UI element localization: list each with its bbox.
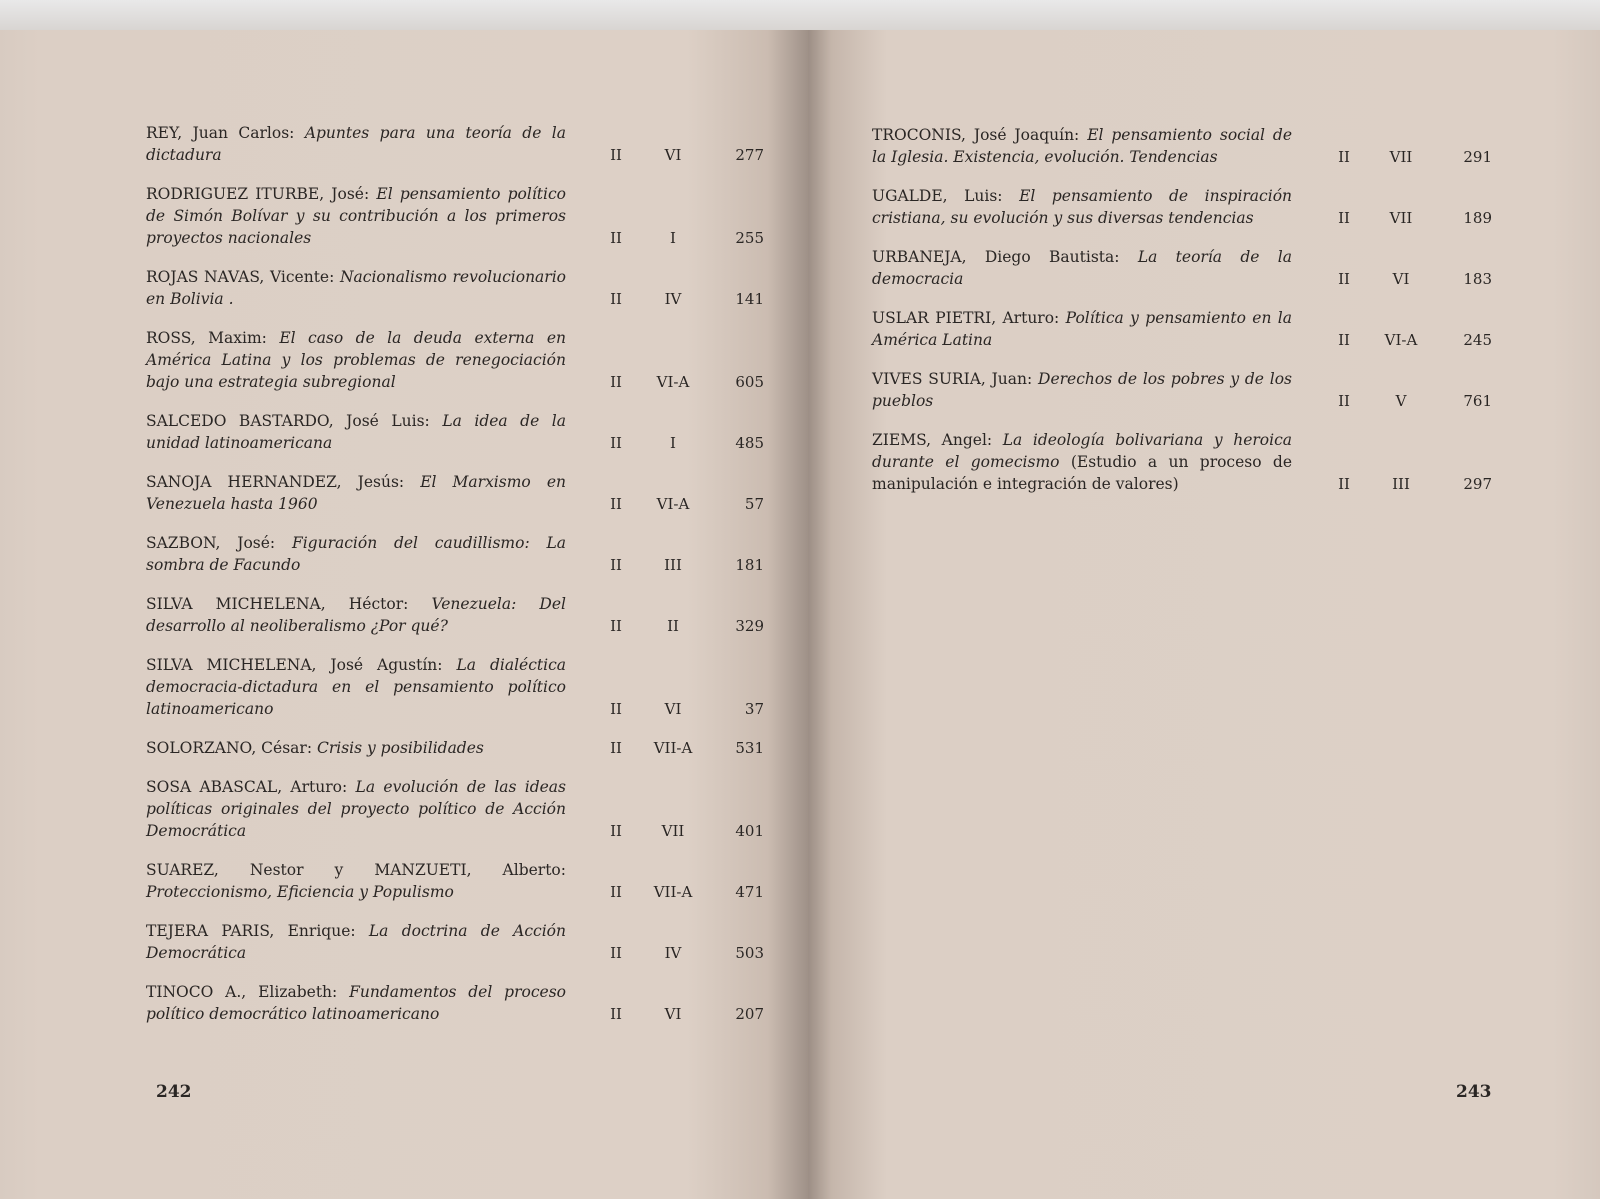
index-entry [872, 246, 1492, 290]
entry-title: El pensamiento de inspiración cristiana, su evolución y sus diversas tendencias [872, 187, 1293, 227]
entry-author: VIVES SURIA, Juan: [872, 370, 1033, 388]
entry-page: 277 [735, 146, 764, 164]
entry-page: 57 [744, 495, 764, 513]
entry-author: REY, Juan Carlos: [146, 124, 295, 142]
entry-author: TINOCO A., Elizabeth: [146, 983, 338, 1001]
index-entry [872, 185, 1492, 229]
entry-part: VI [664, 1005, 682, 1023]
entry-volume: II [610, 739, 622, 757]
entry-page: 503 [735, 944, 764, 962]
entry-author: SALCEDO BASTARDO, José Luis: [146, 412, 430, 430]
entry-title: Figuración del caudillismo: La sombra de Facundo [146, 534, 566, 574]
index-entry [146, 654, 764, 720]
entry-page: 291 [1463, 148, 1492, 166]
index-entry [872, 429, 1492, 495]
entry-volume: II [1338, 392, 1350, 410]
entry-title: Nacionalismo revolucionario en Bolivia . [146, 268, 566, 308]
entry-author: SANOJA HERNANDEZ, Jesús: [146, 473, 405, 491]
entry-page: 245 [1463, 331, 1492, 349]
entry-page: 183 [1463, 270, 1492, 288]
entry-title: Fundamentos del proceso político democrático latinoamericano [146, 983, 566, 1023]
left-page [0, 30, 808, 1199]
entry-title: Crisis y posibilidades [316, 739, 484, 757]
entry-page: 471 [735, 883, 764, 901]
entry-page: 485 [735, 434, 764, 452]
index-entry [146, 471, 764, 515]
entry-volume: II [610, 434, 622, 452]
entry-volume: II [1338, 331, 1350, 349]
index-entry [146, 327, 764, 393]
entry-volume: II [610, 146, 622, 164]
index-entry [146, 776, 764, 842]
entry-page: 141 [735, 290, 764, 308]
entry-part: VI [664, 146, 682, 164]
entry-volume: II [1338, 148, 1350, 166]
entry-part: VII [661, 822, 685, 840]
entry-part: VII [1389, 209, 1413, 227]
entry-author: ZIEMS, Angel: [872, 431, 993, 449]
entry-author: UGALDE, Luis: [872, 187, 1003, 205]
entry-page: 181 [735, 556, 764, 574]
index-entry [872, 368, 1492, 412]
entry-title: La evolución de las ideas políticas originales del proyecto político de Acción Democrática [146, 778, 566, 840]
index-entry [146, 532, 764, 576]
index-entry [146, 266, 764, 310]
entry-author: RODRIGUEZ ITURBE, José: [146, 185, 370, 203]
entry-author: SILVA MICHELENA, José Agustín: [146, 656, 443, 674]
entry-author: SUAREZ, Nestor y MANZUETI, Alberto: [146, 861, 566, 879]
index-entry [872, 307, 1492, 351]
entry-title: La dialéctica democracia-dictadura en el pensamiento político latinoamericano [146, 656, 566, 718]
entry-part: II [667, 617, 679, 635]
index-entry [146, 859, 764, 903]
entry-part: III [1392, 475, 1410, 493]
entry-part: V [1395, 392, 1407, 410]
entry-part: IV [664, 290, 682, 308]
entry-author: SOLORZANO, César: [146, 739, 313, 757]
entry-author: TEJERA PARIS, Enrique: [146, 922, 356, 940]
entry-part: I [670, 434, 676, 452]
entry-part: VII-A [653, 739, 693, 757]
entry-volume: II [610, 944, 622, 962]
entry-page: 297 [1463, 475, 1492, 493]
page-number-right: 243 [1456, 1082, 1492, 1102]
entry-volume: II [610, 495, 622, 513]
entry-title: La doctrina de Acción Democrática [146, 922, 566, 962]
entry-subtitle: (Estudio a un proceso de manipulación e integración de valores) [872, 453, 1292, 493]
index-entry [146, 737, 764, 759]
entry-volume: II [610, 700, 622, 718]
entry-volume: II [610, 617, 622, 635]
index-entry [872, 124, 1492, 168]
entry-volume: II [610, 229, 622, 247]
entry-author: SAZBON, José: [146, 534, 276, 552]
entry-page: 531 [735, 739, 764, 757]
entry-title: El Marxismo en Venezuela hasta 1960 [146, 473, 566, 513]
index-entry [146, 410, 764, 454]
entry-volume: II [610, 822, 622, 840]
entry-volume: II [610, 1005, 622, 1023]
entry-part: III [664, 556, 682, 574]
entry-title: La ideología bolivariana y heroica durante el gomecismo [872, 431, 1292, 471]
entry-page: 255 [735, 229, 764, 247]
entry-part: I [670, 229, 676, 247]
entry-author: TROCONIS, José Joaquín: [872, 126, 1080, 144]
entry-part: VII [1389, 148, 1413, 166]
entry-part: VI-A [656, 373, 690, 391]
entry-part: VI [1392, 270, 1410, 288]
entry-page: 207 [735, 1005, 764, 1023]
right-page [808, 30, 1600, 1199]
entry-author: URBANEJA, Diego Bautista: [872, 248, 1120, 266]
index-entry [146, 920, 764, 964]
entry-author: USLAR PIETRI, Arturo: [872, 309, 1060, 327]
entry-part: VI-A [1384, 331, 1418, 349]
entry-title: La teoría de la democracia [872, 248, 1292, 288]
entry-page: 37 [744, 700, 764, 718]
entry-volume: II [1338, 209, 1350, 227]
entry-title: El pensamiento político de Simón Bolívar y su contribución a los primeros proyectos nacionales [146, 185, 566, 247]
entry-page: 605 [735, 373, 764, 391]
entry-page: 189 [1463, 209, 1492, 227]
index-entry [146, 183, 764, 249]
entry-volume: II [610, 883, 622, 901]
entry-volume: II [610, 556, 622, 574]
page-number-left: 242 [156, 1082, 192, 1102]
index-entry [146, 122, 764, 166]
entry-title: Política y pensamiento en la América Latina [872, 309, 1292, 349]
entry-part: VII-A [653, 883, 693, 901]
entry-author: ROJAS NAVAS, Vicente: [146, 268, 335, 286]
entry-author: SILVA MICHELENA, Héctor: [146, 595, 409, 613]
entry-volume: II [1338, 475, 1350, 493]
entry-author: SOSA ABASCAL, Arturo: [146, 778, 348, 796]
entry-volume: II [1338, 270, 1350, 288]
entry-title: Apuntes para una teoría de la dictadura [146, 124, 566, 164]
background-top [0, 0, 1600, 34]
index-entry [146, 981, 764, 1025]
entry-page: 401 [735, 822, 764, 840]
entry-volume: II [610, 290, 622, 308]
entry-page: 761 [1463, 392, 1492, 410]
entry-title: El pensamiento social de la Iglesia. Existencia, evolución. Tendencias [872, 126, 1293, 166]
entry-title: Venezuela: Del desarrollo al neoliberalismo ¿Por qué? [146, 595, 566, 635]
index-list-left [146, 122, 764, 1042]
entry-title: El caso de la deuda externa en América Latina y los problemas de renegociación bajo una estrategia subregional [146, 329, 566, 391]
entry-page: 329 [735, 617, 764, 635]
index-entry [146, 593, 764, 637]
entry-part: IV [664, 944, 682, 962]
entry-title: Derechos de los pobres y de los pueblos [872, 370, 1292, 410]
entry-volume: II [610, 373, 622, 391]
entry-author: ROSS, Maxim: [146, 329, 267, 347]
index-list-right [872, 124, 1492, 512]
entry-title: Proteccionismo, Eficiencia y Populismo [146, 883, 454, 901]
entry-title: La idea de la unidad latinoamericana [146, 412, 566, 452]
open-book [0, 30, 1600, 1199]
entry-part: VI [664, 700, 682, 718]
entry-part: VI-A [656, 495, 690, 513]
